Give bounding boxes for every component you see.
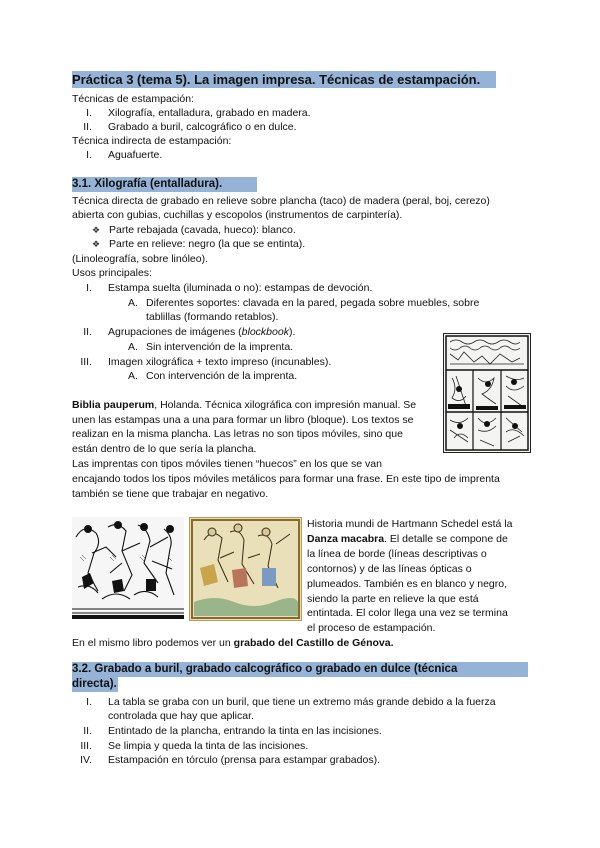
bullet-text: Parte rebajada (cavada, hueco): blanco.	[109, 224, 296, 236]
bullet-item	[92, 237, 306, 252]
list-number: II.	[83, 121, 92, 133]
paragraph-line: Historia mundi de Hartmann Schedel está la	[307, 518, 513, 530]
list-text: Imagen xilográfica + texto impreso (incunables).	[108, 356, 332, 368]
list-number: IV.	[80, 754, 92, 766]
list-text: Estampación en tórculo (prensa para estampar grabados).	[108, 754, 380, 766]
paragraph-line: están dentro de lo que sería la plancha.	[72, 443, 257, 455]
sub-item-text: Sin intervención de la imprenta.	[146, 341, 294, 353]
danza-macabra-bw-image	[72, 517, 184, 619]
list-text: La tabla se graba con un buril, que tiene un extremo más grande debido a la fuerza	[108, 696, 496, 708]
paragraph-line: la línea de borde (líneas descriptivas o	[307, 548, 487, 560]
section-heading-buril: 3.2. Grabado a buril, grabado calcográfico o grabado en dulce (técnica	[72, 662, 528, 677]
paragraph-line: abierta con gubias, cuchillas y escopolos (instrumentos de carpintería).	[72, 209, 403, 221]
usos-label: Usos principales:	[72, 267, 152, 279]
page-title: Práctica 3 (tema 5). La imagen impresa. Técnicas de estampación.	[72, 71, 496, 88]
indirect-technique-label: Técnica indirecta de estampación:	[72, 135, 232, 147]
paragraph-text: , Holanda. Técnica xilográfica con impresión manual. Se	[154, 399, 417, 411]
sub-item-text: Con intervención de la imprenta.	[146, 370, 298, 382]
list-number: II.	[83, 725, 92, 737]
list-number: II.	[83, 326, 92, 338]
list-text: Grabado a buril, calcográfico o en dulce.	[108, 121, 297, 133]
paragraph-line: encajando todos los tipos móviles metálicos para formar una frase. En este tipo de imprenta	[72, 473, 500, 485]
direct-techniques-label: Técnicas de estampación:	[72, 93, 194, 105]
list-number: I.	[86, 149, 92, 161]
paragraph-text: . El detalle se compone de	[384, 533, 508, 545]
paragraph-line: contornos) y de las líneas ópticas o	[307, 563, 472, 575]
biblia-pauperum-term: Biblia pauperum	[72, 399, 155, 411]
paragraph-line	[72, 398, 436, 412]
paragraph-line: el proceso de estampación.	[307, 622, 436, 634]
list-text: Xilografía, entalladura, grabado en madera.	[108, 107, 311, 119]
sub-item-text: Diferentes soportes: clavada en la pared, pegada sobre muebles, sobre	[146, 297, 480, 309]
blockbook-term: blockbook	[241, 326, 289, 338]
paragraph-line: Las imprentas con tipos móviles tienen “huecos” en los que se van	[72, 458, 382, 470]
list-text-part: Agrupaciones de imágenes (	[108, 326, 242, 338]
section-heading-buril-cont: directa).	[72, 678, 117, 690]
sub-item-letter: A.	[128, 370, 138, 382]
sub-item-letter: A.	[128, 341, 138, 353]
list-text-part: ).	[288, 326, 296, 338]
list-text: Aguafuerte.	[108, 149, 163, 161]
paragraph-line: realizan en la misma plancha. Las letras no son tipos móviles, sino que	[72, 428, 403, 440]
list-number: III.	[80, 356, 92, 368]
list-number: I.	[86, 282, 92, 294]
list-text	[108, 325, 295, 339]
paragraph-line: plumeados. También es en blanco y negro,	[307, 578, 508, 590]
list-text: Estampa suelta (iluminada o no): estampas de devoción.	[108, 282, 373, 294]
diamond-bullet-icon: ❖	[92, 226, 101, 236]
paragraph-line: Técnica directa de grabado en relieve sobre plancha (taco) de madera (peral, boj, cerezo)	[72, 195, 490, 207]
castillo-genova-term: grabado del Castillo de Génova.	[233, 637, 394, 649]
linoleo-note: (Linoleografía, sobre linóleo).	[72, 253, 208, 265]
list-text-cont: controlada que hay que aplicar.	[108, 710, 254, 722]
list-number: I.	[86, 696, 92, 708]
paragraph-line: entintada. El color llega una vez se termina	[307, 607, 508, 619]
paragraph-line: unen las estampas una a una para formar un libro (bloque). Los textos se	[72, 414, 414, 426]
sub-item-letter: A.	[128, 297, 138, 309]
biblia-pauperum-woodcut-image	[443, 333, 531, 453]
paragraph-line: también se tiene que trabajar en negativo.	[72, 488, 269, 500]
danza-macabra-colored-image	[189, 517, 302, 621]
paragraph-line: siendo la parte en relieve la que está	[307, 593, 479, 605]
bullet-text: Parte en relieve: negro (la que se entinta).	[109, 238, 306, 250]
paragraph-line	[72, 636, 394, 650]
bullet-item	[92, 223, 296, 238]
section-heading-xilografia: 3.1. Xilografía (entalladura).	[72, 177, 257, 192]
diamond-bullet-icon: ❖	[92, 240, 101, 250]
danza-macabra-term: Danza macabra	[307, 533, 385, 545]
sub-item-text: tablillas (formando retablos).	[146, 311, 279, 323]
list-text: Entintado de la plancha, entrando la tinta en las incisiones.	[108, 725, 382, 737]
paragraph-line	[307, 532, 528, 546]
list-number: I.	[86, 107, 92, 119]
list-text: Se limpia y queda la tinta de las incisiones.	[108, 740, 309, 752]
list-number: III.	[80, 740, 92, 752]
paragraph-text: En el mismo libro podemos ver un	[72, 637, 234, 649]
